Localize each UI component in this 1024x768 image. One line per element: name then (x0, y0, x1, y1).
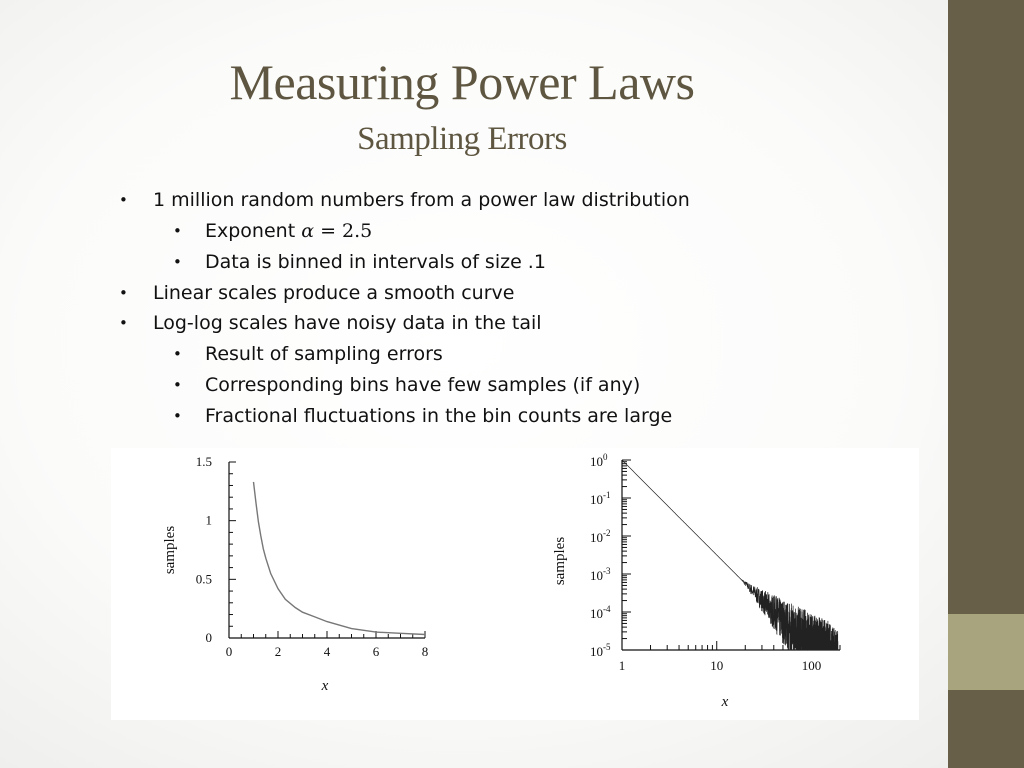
bullet-text: Exponent (205, 220, 302, 242)
data-series-line (622, 460, 838, 650)
bullet-item (173, 219, 373, 243)
y-tick-label: 1.5 (195, 454, 212, 469)
bullet-item (173, 250, 546, 274)
x-tick-label: 6 (372, 644, 380, 659)
bullet-text: Result of sampling errors (205, 343, 443, 365)
y-tick-label: $10^{-5}$ (590, 642, 611, 659)
bullet-text: Log-log scales have noisy data in the tail (153, 312, 542, 334)
bullet-text: Data is binned in intervals of size .1 (205, 251, 546, 273)
bullet-item (119, 188, 690, 212)
sidebar-accent-band (948, 614, 1024, 690)
y-tick-label: 0.5 (195, 571, 212, 587)
slide-title: Measuring Power Laws (229, 54, 695, 110)
bullet-dot: • (119, 191, 128, 209)
bullet-item (173, 342, 443, 366)
y-tick-label: 0 (205, 630, 212, 645)
bullet-dot: • (173, 253, 182, 271)
y-tick-label: $10^{-4}$ (590, 604, 611, 621)
x-tick-label: 10 (710, 658, 724, 673)
bullet-text: Corresponding bins have few samples (if any) (205, 374, 641, 396)
bullet-dot: • (173, 407, 182, 425)
y-tick-label: $10^{-1}$ (590, 490, 611, 507)
bullet-dot: • (173, 222, 182, 240)
log-log-chart (540, 448, 850, 713)
slide-subtitle: Sampling Errors (357, 121, 567, 157)
x-tick-label: 8 (421, 644, 429, 659)
y-tick-label: 1 (205, 512, 212, 528)
bullet-dot: • (119, 284, 128, 302)
y-axis-label: samples (552, 536, 568, 586)
bullet-dot: • (119, 314, 128, 332)
exponent-formula (301, 220, 372, 242)
y-tick-label: $10^0$ (590, 452, 608, 469)
alpha-symbol: α (301, 220, 315, 242)
bullet-text: 1 million random numbers from a power law distribution (153, 189, 690, 211)
x-axis-label: x (721, 694, 729, 710)
bullet-text: Linear scales produce a smooth curve (153, 282, 515, 304)
exponent-value: = 2.5 (314, 220, 373, 242)
bullet-dot: • (173, 345, 182, 363)
linear-scale-chart (150, 448, 450, 708)
data-series-line (254, 482, 426, 635)
bullet-dot: • (173, 376, 182, 394)
y-tick-label: $10^{-3}$ (590, 566, 611, 583)
x-tick-label: 2 (274, 644, 282, 659)
x-tick-label: 100 (801, 658, 822, 673)
bullet-text: Fractional fluctuations in the bin counts are large (205, 405, 673, 427)
x-axis-label: x (321, 678, 329, 694)
y-tick-label: $10^{-2}$ (590, 528, 611, 545)
bullet-item (119, 311, 542, 335)
x-tick-label: 0 (225, 644, 233, 659)
bullet-item (173, 373, 641, 397)
x-tick-label: 1 (618, 658, 626, 673)
bullet-item (173, 404, 673, 428)
bullet-item (119, 281, 515, 305)
y-axis-label: samples (162, 525, 178, 575)
x-tick-label: 4 (323, 644, 331, 659)
